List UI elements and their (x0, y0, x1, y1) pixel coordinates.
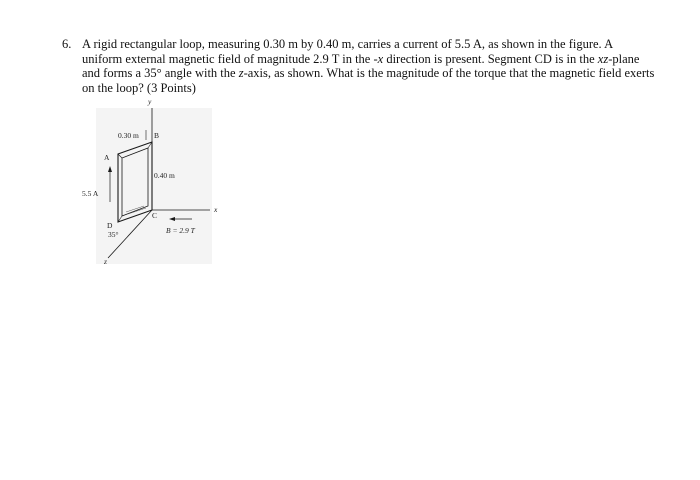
plane-name-text: xz (597, 51, 609, 66)
question-line-2-part-1: uniform external magnetic field of magnitude 2.9 T in the (82, 51, 374, 66)
question-block (62, 37, 672, 95)
loop-diagram (74, 98, 224, 268)
point-c-label: C (152, 211, 158, 220)
y-axis-label: y (148, 98, 152, 106)
question-line-1: A rigid rectangular loop, measuring 0.30 m by 0.40 m, carries a current of 5.5 A, as shown in the figure. A (82, 37, 614, 51)
loop-figure (74, 98, 224, 268)
question-line-2-part-2: direction is present. Segment CD is in the (383, 51, 598, 66)
question-line-4: on the loop? (3 Points) (82, 80, 196, 95)
question-line-2-part-3: -plane (608, 51, 640, 66)
field-label: B = 2.9 T (166, 226, 195, 235)
x-axis-label: x (214, 205, 218, 214)
angle-label: 35° (108, 230, 119, 239)
current-label: 5.5 A (82, 189, 99, 198)
point-d-label: D (107, 221, 113, 230)
width-label: 0.30 m (118, 131, 139, 140)
question-line-3 (82, 66, 672, 81)
height-label: 0.40 m (154, 171, 175, 180)
question-text (82, 37, 672, 95)
question-line-2 (82, 52, 672, 67)
question-line-3-part-2: -axis, as shown. What is the magnitude of the torque that the magnetic field exerts (243, 66, 655, 81)
point-a-label: A (104, 153, 110, 162)
question-number: 6. (62, 37, 72, 51)
z-axis-label: z (104, 257, 107, 266)
axis-name-text: z (238, 66, 244, 81)
question-line-3-part-1: and forms a 35° angle with the (82, 66, 239, 81)
point-b-label: B (154, 131, 160, 140)
field-direction-text: -x (373, 51, 384, 66)
